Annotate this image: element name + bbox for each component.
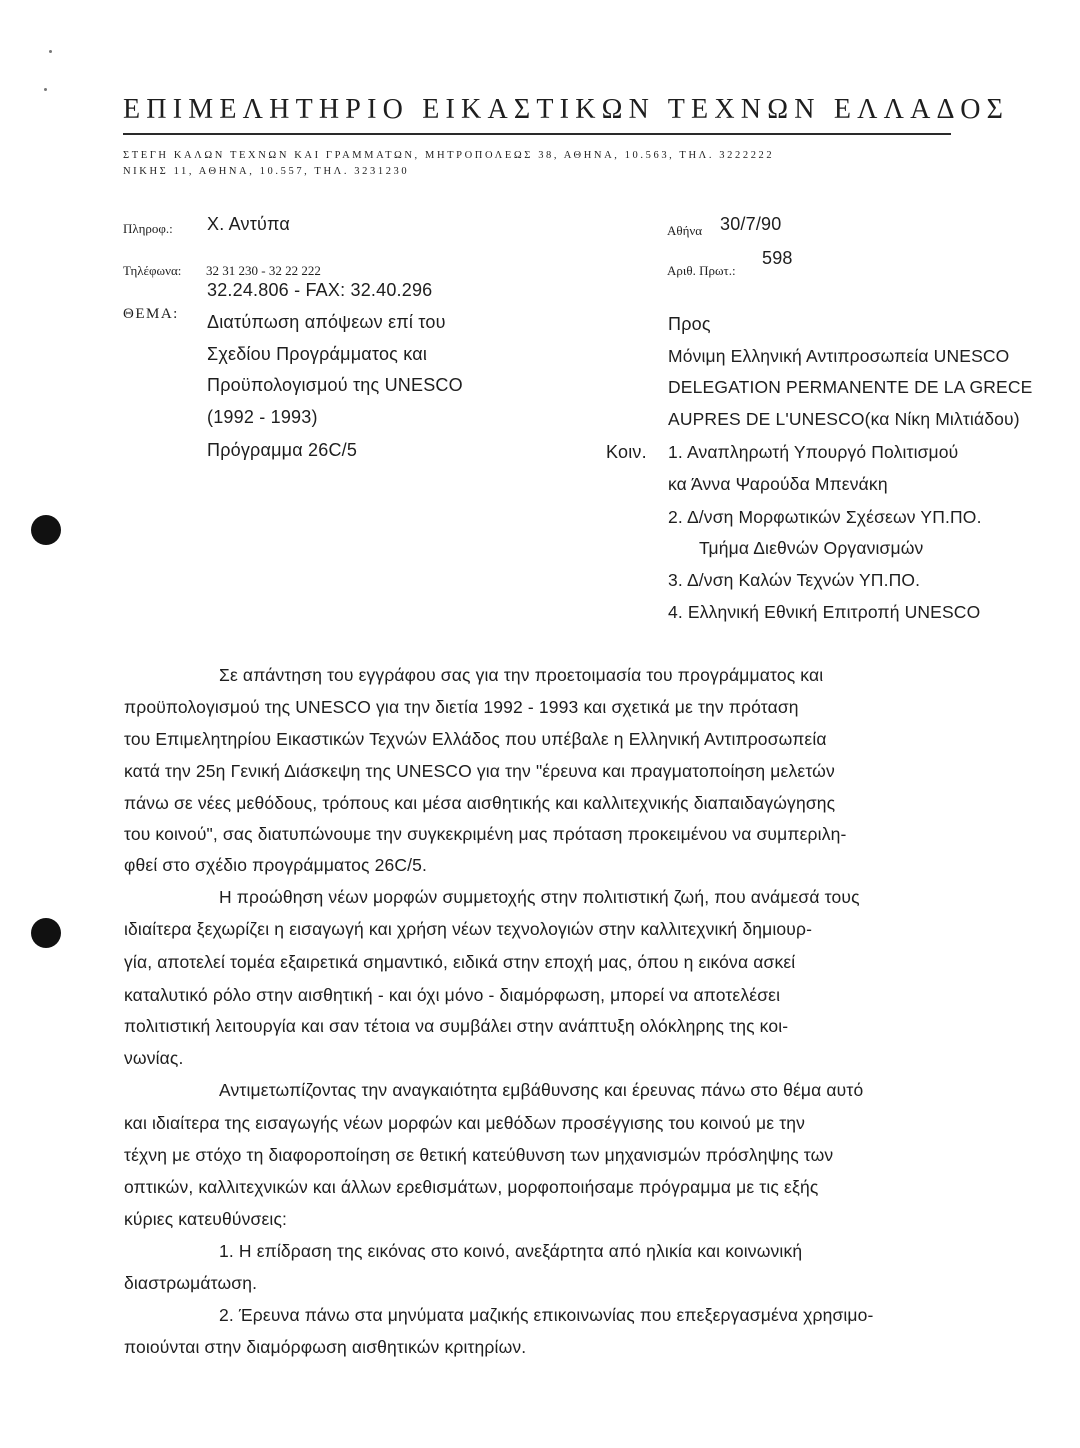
phones-fax: 32.24.806 - FAX: 32.40.296	[207, 280, 433, 300]
recipient-line: AUPRES DE L'UNESCO(κα Νίκη Μιλτιάδου)	[668, 409, 1020, 429]
body-line: προϋπολογισμού της UNESCO για την διετία 1992 - 1993 και σχετικά με την πρόταση	[124, 697, 799, 717]
protocol-number: 598	[762, 248, 793, 268]
recipient-line: Προς	[668, 314, 711, 334]
scan-speck	[44, 88, 47, 91]
subject-label: ΘΕΜΑ:	[123, 306, 179, 322]
letterhead-title: ΕΠΙΜΕΛΗΤΗΡΙΟ ΕΙΚΑΣΤΙΚΩΝ ΤΕΧΝΩΝ ΕΛΛΑΔΟΣ	[123, 94, 1010, 125]
subject-line: Προϋπολογισμού της UNESCO	[207, 375, 463, 395]
subject-line: Διατύπωση απόψεων επί του	[207, 312, 446, 332]
subject-line: Σχεδίου Προγράμματος και	[207, 344, 428, 364]
copies-line: 2. Δ/νση Μορφωτικών Σχέσεων ΥΠ.ΠΟ.	[668, 507, 982, 527]
body-line: φθεί στο σχέδιο προγράμματος 26C/5.	[124, 855, 428, 875]
copies-line: 4. Ελληνική Εθνική Επιτροπή UNESCO	[668, 602, 981, 622]
copies-line: 1. Αναπληρωτή Υπουργό Πολιτισμού	[668, 442, 959, 462]
body-line: πολιτιστική λειτουργία και σαν τέτοια να συμβάλει στην ανάπτυξη ολόκληρης της κοι-	[124, 1016, 789, 1036]
contact-label: Πληροφ.:	[123, 221, 173, 236]
copies-line: Τμήμα Διεθνών Οργανισμών	[699, 538, 924, 558]
contact-value: Χ. Αντύπα	[207, 214, 291, 234]
body-line: διαστρωμάτωση.	[124, 1273, 258, 1293]
copies-label: Κοιν.	[606, 442, 647, 462]
phones-label: Τηλέφωνα:	[123, 263, 182, 278]
punch-hole-top	[31, 515, 61, 545]
protocol-label: Αριθ. Πρωτ.:	[667, 263, 736, 278]
body-line: Σε απάντηση του εγγράφου σας για την προετοιμασία του προγράμματος και	[219, 665, 824, 685]
body-line: οπτικών, καλλιτεχνικών και άλλων ερεθισμάτων, μορφοποιήσαμε πρόγραμμα με τις εξής	[124, 1177, 819, 1197]
subject-line: Πρόγραμμα 26C/5	[207, 440, 358, 460]
body-line: γία, αποτελεί τομέα εξαιρετικά σημαντικό, ειδικά στην εποχή μας, όπου η εικόνα ασκεί	[124, 952, 796, 972]
body-line: κύριες κατευθύνσεις:	[124, 1209, 288, 1229]
body-line: του κοινού", σας διατυπώνουμε την συγκεκριμένη μας πρόταση προκειμένου να συμπεριλη-	[124, 824, 847, 844]
punch-hole-bottom	[31, 918, 61, 948]
scan-speck	[49, 50, 52, 53]
body-line: 1. Η επίδραση της εικόνας στο κοινό, ανεξάρτητα από ηλικία και κοινωνική	[219, 1241, 803, 1261]
letterhead-address-1: ΣΤΕΓΗ ΚΑΛΩΝ ΤΕΧΝΩΝ ΚΑΙ ΓΡΑΜΜΑΤΩΝ, ΜΗΤΡΟΠΟΛΕΩΣ 38, ΑΘΗΝΑ, 10.563, ΤΗΛ. 3222222	[123, 150, 775, 161]
letterhead-address-2: ΝΙΚΗΣ 11, ΑΘΗΝΑ, 10.557, ΤΗΛ. 3231230	[123, 166, 410, 177]
body-line: τέχνη με στόχο τη διαφοροποίηση σε θετική κατεύθυνση των μηχανισμών πρόσληψης των	[124, 1145, 834, 1165]
body-line: κατά την 25η Γενική Διάσκεψη της UNESCO για την "έρευνα και πραγματοποίηση μελετών	[124, 761, 835, 781]
body-line: του Επιμελητηρίου Εικαστικών Τεχνών Ελλάδος που υπέβαλε η Ελληνική Αντιπροσωπεία	[124, 729, 827, 749]
letter-date: 30/7/90	[720, 214, 782, 234]
letterhead-rule	[123, 133, 951, 135]
phones-value: 32 31 230 - 32 22 222	[206, 263, 321, 278]
body-line: Αντιμετωπίζοντας την αναγκαιότητα εμβάθυνσης και έρευνας πάνω στο θέμα αυτό	[219, 1080, 864, 1100]
body-line: καταλυτικό ρόλο στην αισθητική - και όχι μόνο - διαμόρφωση, μπορεί να αποτελέσει	[124, 985, 781, 1005]
body-line: και ιδιαίτερα της εισαγωγής νέων μορφών και μεθόδων προσέγγισης του κοινού με την	[124, 1113, 806, 1133]
copies-line: 3. Δ/νση Καλών Τεχνών ΥΠ.ΠΟ.	[668, 570, 921, 590]
body-line: πάνω σε νέες μεθόδους, τρόπους και μέσα αισθητικής και καλλιτεχνικής διαπαιδαγώγησης	[124, 793, 836, 813]
body-line: Η προώθηση νέων μορφών συμμετοχής στην πολιτιστική ζωή, που ανάμεσά τους	[219, 887, 860, 907]
body-line: ιδιαίτερα ξεχωρίζει η εισαγωγή και χρήση νέων τεχνολογιών στην καλλιτεχνική δημιουρ-	[124, 919, 813, 939]
copies-line: κα Άννα Ψαρούδα Μπενάκη	[668, 474, 888, 494]
body-line: νωνίας.	[124, 1048, 184, 1068]
recipient-line: DELEGATION PERMANENTE DE LA GRECE	[668, 377, 1033, 397]
recipient-line: Μόνιμη Ελληνική Αντιπροσωπεία UNESCO	[668, 346, 1010, 366]
subject-line: (1992 - 1993)	[207, 407, 318, 427]
body-line: 2. Έρευνα πάνω στα μηνύματα μαζικής επικοινωνίας που επεξεργασμένα χρησιμο-	[219, 1305, 874, 1325]
body-line: ποιούνται στην διαμόρφωση αισθητικών κριτηρίων.	[124, 1337, 527, 1357]
place-label: Αθήνα	[667, 223, 703, 238]
